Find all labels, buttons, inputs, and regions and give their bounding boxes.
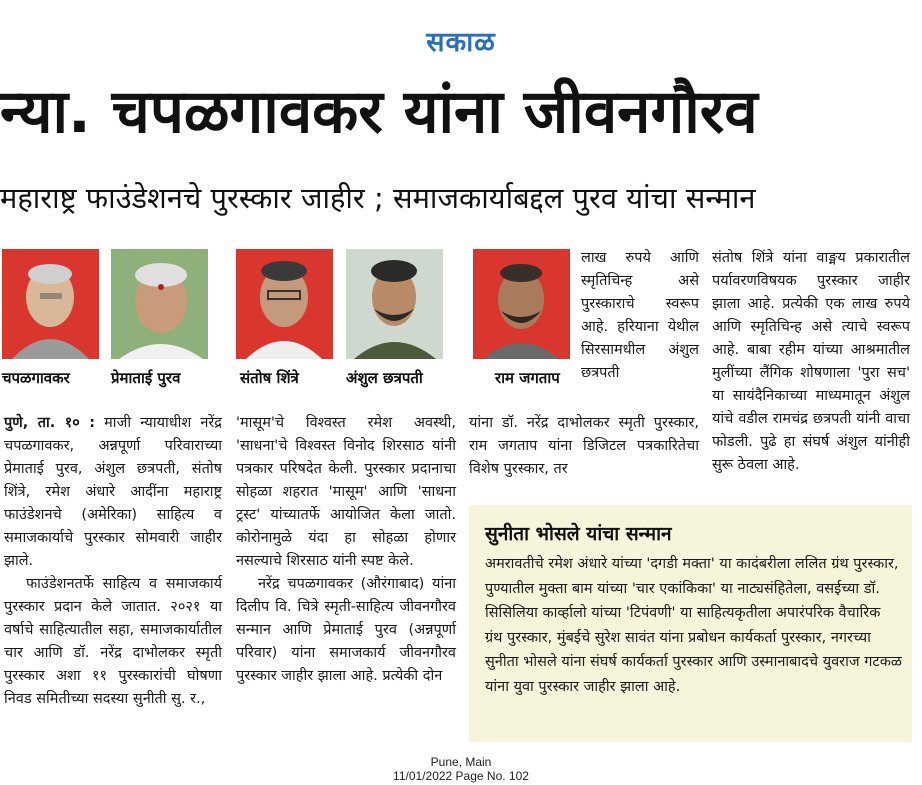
caption-anshul-chhatrapati: अंशुल छत्रपती — [346, 369, 423, 387]
photo-santosh-shintre — [236, 249, 333, 359]
photo-premataai-purav — [111, 249, 208, 359]
sidebar-title: सुनीता भोसले यांचा सन्मान — [485, 523, 672, 545]
article-paragraph: 'मासूम'चे विश्वस्त रमेश अवस्थी, 'साधना'चे विश्वस्त विनोद शिरसाठ यांनी पत्रकार परिषदेत केली. पुरस्कार प्रदानाचा सोहळा शहरात 'मासूम' आणि 'साधना ट्रस्ट' यांच्यातर्फे आयोजित केला जातो. कोरोनामुळे यंदा हा सोहळा होणार नसल्याचे शिरसाठ यांनी स्पष्ट केले. — [236, 415, 456, 569]
article-column-1 — [4, 412, 222, 711]
footer-edition: Pune, Main — [430, 755, 492, 769]
subheadline: महाराष्ट्र फाउंडेशनचे पुरस्कार जाहीर ; समाजकार्याबद्दल पुरव यांचा सन्मान — [0, 181, 756, 215]
article-paragraph: यांना डॉ. नरेंद्र दाभोलकर स्मृती पुरस्कार, राम जगताप यांना डिजिटल पत्रकारितेचा विशेष पुरस्कार, तर — [469, 415, 699, 477]
article-paragraph: नरेंद्र चपळगावकर (औरंगाबाद) यांना दिलीप वि. चित्रे स्मृती-साहित्य जीवनगौरव सन्मान आणि प्रेमाताई पुरव (अन्नपूर्णा परिवार) यांना समाजकार्य जीवनगौरव पुरस्कार जाहीर झाला आहे. प्रत्येकी दोन — [236, 576, 456, 684]
caption-chapalgaonkar: चपळगावकर — [2, 369, 70, 387]
article-column-4 — [712, 247, 910, 477]
article-paragraph: फाउंडेशनतर्फे साहित्य व समाजकार्य पुरस्कार प्रदान केले जातात. २०२१ या वर्षाचे साहित्यातील सहा, समाजकार्यातील चार आणि डॉ. नरेंद्र दाभोलकर स्मृती पुरस्कार अशा ११ पुरस्कारांची घोषणा निवड समितीच्या सदस्या सुनीती सु. र., — [4, 576, 222, 707]
article-column-3-upper — [581, 247, 699, 385]
photo-anshul-chhatrapati — [346, 249, 443, 359]
masthead-logo: सकाळ — [426, 27, 496, 58]
caption-santosh-shintre: संतोष शिंत्रे — [240, 369, 299, 387]
footer-date-page: 11/01/2022 Page No. 102 — [393, 769, 529, 783]
article-column-3-lower — [469, 412, 699, 481]
photo-ram-jagtap — [473, 249, 570, 359]
sidebar-body: अमरावतीचे रमेश अंधारे यांच्या 'दगडी मक्ता' या कादंबरीला ललित ग्रंथ पुरस्कार, पुण्यातील मुक्ता बाम यांच्या 'चार एकांकिका' या नाट्यसंहितेला, वसईच्या डॉ. सिसिलिया कार्व्हालो यांच्या 'टिपंवणी' या साहित्यकृतीला अपारंपरिक वैचारिक ग्रंथ पुरस्कार, मुंबईचे सुरेश सावंत यांना प्रबोधन कार्यकर्ता पुरस्कार, नगरच्या सुनीता भोसले यांना संघर्ष कार्यकर्ता पुरस्कार आणि उस्मानाबादचे युवराज गटकळ यांना युवा पुरस्कार जाहीर झाला आहे. — [485, 556, 902, 695]
article-column-2 — [236, 412, 456, 688]
caption-premataai-purav: प्रेमाताई पुरव — [111, 369, 181, 387]
article-paragraph: संतोष शिंत्रे यांना वाङ्मय प्रकारातील पर्यावरणविषयक पुरस्कार जाहीर झाला आहे. प्रत्येकी एक लाख रुपये आणि स्मृतिचिन्ह असे त्याचे स्वरूप आहे. बाबा रहीम यांच्या आश्रमातील मुलींच्या लैंगिक शोषणाला 'पुरा सच' या सायंदैनिकाच्या माध्यमातून अंशुल यांचे वडील रामचंद्र छत्रपती यांनी वाचा फोडली. पुढे हा संघर्ष अंशुल यांनीही सुरू ठेवला आहे. — [712, 250, 910, 473]
lead-text: माजी न्यायाधीश नरेंद्र चपळगावकर, अन्नपूर्णा परिवाराच्या प्रेमाताई पुरव, अंशुल छत्रपती, संतोष शिंत्रे, रमेश अंधारे आदींना महाराष्ट्र फाउंडेशनचे (अमेरिका) साहित्य व समाजकार्याचे पुरस्कार सोमवारी जाहीर झाले. — [4, 415, 222, 569]
article-paragraph: लाख रुपये आणि स्मृतिचिन्ह असे पुरस्काराचे स्वरूप आहे. हरियाना येथील सिरसामधील अंशुल छत्रपती — [581, 250, 699, 381]
headline: न्या. चपळगावकर यांना जीवनगौरव — [0, 77, 758, 147]
article-lead — [4, 412, 222, 573]
dateline: पुणे, ता. १० : — [4, 415, 96, 431]
caption-ram-jagtap: राम जगताप — [495, 369, 560, 387]
photo-chapalgaonkar — [2, 249, 99, 359]
